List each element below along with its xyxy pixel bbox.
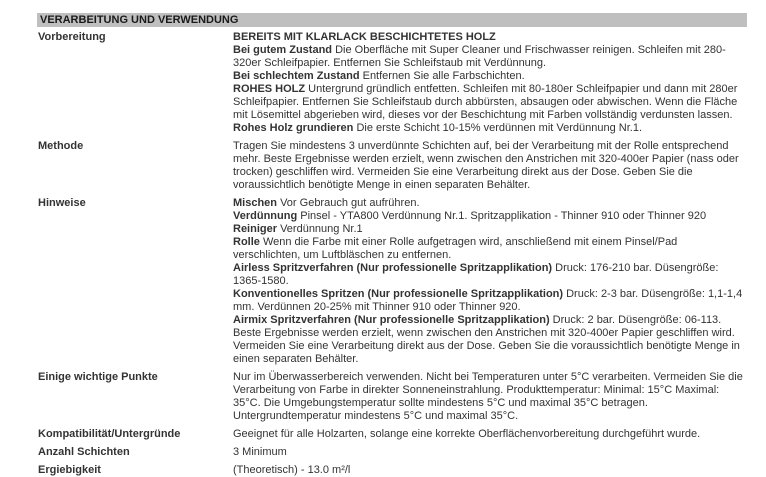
paragraph: [233, 223, 747, 236]
paragraph: [233, 236, 747, 262]
text-segment: Bei gutem Zustand: [233, 44, 333, 56]
text-segment: Die erste Schicht 10-15% verdünnen mit Verdünnung Nr.1.: [353, 122, 643, 134]
spec-row: [37, 446, 747, 459]
paragraph: [233, 371, 747, 423]
row-content: [233, 31, 747, 135]
paragraph: [233, 428, 747, 441]
paragraph: [233, 262, 747, 288]
paragraph: [233, 327, 747, 366]
row-label: Kompatibilität/Untergründe: [38, 428, 181, 440]
rows: [37, 31, 747, 477]
text-segment: Bei schlechtem Zustand: [233, 70, 360, 82]
text-segment: (Theoretisch) - 13.0 m²/l: [233, 464, 351, 476]
text-segment: Nur im Überwasserbereich verwenden. Nicht bei Temperaturen unter 5°C verarbeiten. Vermeiden Sie die Verarbeitung von Farbe in direkter Sonneneinstrahlung. Produkttemperatur: Minimal: 15°C Maximal: 35°C. Die Umgebungstemperatur sollte mindestens 5°C und maximal 35°C betragen. Untergrundtemperatur mindestens 5°C und maximal 35°C.: [233, 371, 743, 422]
row-content: [233, 140, 747, 192]
text-segment: Airmix Spritzverfahren (Nur professionelle Spritzapplikation): [233, 314, 550, 326]
row-label: Einige wichtige Punkte: [38, 371, 158, 383]
text-segment: Pinsel - YTA800 Verdünnung Nr.1. Spritzapplikation - Thinner 910 oder Thinner 920: [297, 210, 707, 222]
paragraph: [233, 83, 747, 122]
spec-row: [37, 140, 747, 192]
row-label: Ergiebigkeit: [38, 464, 101, 476]
text-segment: Konventionelles Spritzen (Nur professionelle Spritzapplikation): [233, 288, 564, 300]
text-segment: Rohes Holz grundieren: [233, 122, 354, 134]
text-segment: 3 Minimum: [233, 446, 287, 458]
text-segment: Die Oberfläche mit Super Cleaner und Frischwasser reinigen. Schleifen mit 280-320er Schleifpapier. Entfernen Sie Schleifstaub mit Verdünnung.: [233, 44, 726, 69]
text-segment: Verdünnung: [233, 210, 298, 222]
spec-row: [37, 428, 747, 441]
paragraph: [233, 70, 747, 83]
row-content: [233, 464, 747, 477]
text-segment: BEREITS MIT KLARLACK BESCHICHTETES HOLZ: [233, 31, 496, 43]
paragraph: [233, 122, 747, 135]
row-content: [233, 197, 747, 366]
paragraph: [233, 464, 747, 477]
paragraph: [233, 288, 747, 314]
row-label: Methode: [38, 140, 84, 152]
text-segment: Reiniger: [233, 223, 278, 235]
text-segment: Beste Ergebnisse werden erzielt, wenn zwischen den Anstrichen mit 320-400er Papier geschliffen wird. Vermeiden Sie eine Verarbeitung direkt aus der Dose. Geben Sie die voraussichtlich benötigte Menge in einen separaten Behälter.: [233, 327, 740, 365]
row-content: [233, 428, 747, 441]
spec-row: [37, 371, 747, 423]
paragraph: [233, 446, 747, 459]
paragraph: [233, 314, 747, 327]
text-segment: Druck: 176-210 bar. Düsengröße: 1365-1580.: [233, 262, 719, 287]
spec-row: [37, 197, 747, 366]
paragraph: [233, 210, 747, 223]
text-segment: Geeignet für alle Holzarten, solange eine korrekte Oberflächenvorbereitung durchgeführt wurde.: [233, 428, 701, 440]
section-header: VERARBEITUNG UND VERWENDUNG: [37, 13, 747, 27]
spec-row: [37, 464, 747, 477]
row-label: Hinweise: [38, 197, 86, 209]
paragraph: [233, 31, 747, 44]
datasheet: [37, 13, 747, 477]
text-segment: Vor Gebrauch gut aufrühren.: [277, 197, 420, 209]
row-content: [233, 371, 747, 423]
text-segment: Wenn die Farbe mit einer Rolle aufgetragen wird, anschließend mit einem Pinsel/Pad verschlichten, um Luftbläschen zu entfernen.: [233, 236, 678, 261]
text-segment: Tragen Sie mindestens 3 unverdünnte Schichten auf, bei der Verarbeitung mit der Rolle entsprechend mehr. Beste Ergebnisse werden erzielt, wenn zwischen den Anstrichen mit 320-400er Papier (nass oder trocken) geschliffen wird. Vermeiden Sie eine Verarbeitung direkt aus der Dose. Geben Sie die voraussichtlich benötigte Menge in einen separaten Behälter.: [233, 140, 739, 191]
text-segment: ROHES HOLZ: [233, 83, 306, 95]
text-segment: Rolle: [233, 236, 260, 248]
row-label: Anzahl Schichten: [38, 446, 130, 458]
paragraph: [233, 44, 747, 70]
row-label: Vorbereitung: [38, 31, 106, 43]
text-segment: Verdünnung Nr.1: [277, 223, 363, 235]
text-segment: Untergrund gründlich entfetten. Schleifen mit 80-180er Schleifpapier und dann mit 280er Schleifpapier. Entfernen Sie Schleifstaub durch abbürsten, absaugen oder abwischen. Wenn die Fläche mit Lösemittel abgerieben wird, dieses vor der Beschichtung mit Farben vollständig verdunsten lassen.: [233, 83, 738, 121]
text-segment: Druck: 2 bar. Düsengröße: 06-113.: [549, 314, 722, 326]
text-segment: Airless Spritzverfahren (Nur professionelle Spritzapplikation): [233, 262, 553, 274]
row-content: [233, 446, 747, 459]
spec-row: [37, 31, 747, 135]
paragraph: [233, 197, 747, 210]
text-segment: Entfernen Sie alle Farbschichten.: [359, 70, 525, 82]
text-segment: Mischen: [233, 197, 278, 209]
paragraph: [233, 140, 747, 192]
text-segment: Druck: 2-3 bar. Düsengröße: 1,1-1,4 mm. Verdünnen 20-25% mit Thinner 910 oder Thinner 920.: [233, 288, 743, 313]
